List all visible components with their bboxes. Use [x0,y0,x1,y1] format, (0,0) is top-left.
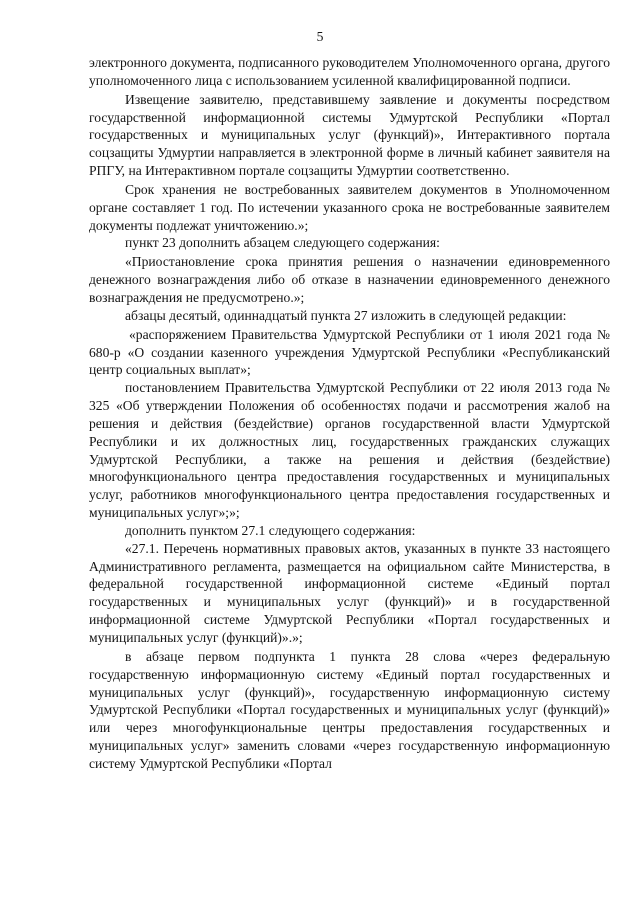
paragraph-continuation: электронного документа, подписанного руководителем Уполномоченного органа, другого уполномоченного лица с использованием усиленной квалифицированной подписи. [89,55,610,88]
paragraph-suspension: «Приостановление срока принятия решения о назначении единовременного денежного вознаграждения либо об отказе в назначении единовременного денежного вознаграждения не предусмотрено.»; [89,254,610,305]
paragraph-order-680: «распоряжением Правительства Удмуртской Республики от 1 июля 2021 года № 680-р «О создании казенного учреждения Удмуртской Республики «Республиканский центр социальных выплат»; [89,326,610,378]
paragraph-decree-325: постановлением Правительства Удмуртской Республики от 22 июля 2013 года № 325 «Об утверждении Положения об особенностях подачи и рассмотрения жалоб на решения и действия (бездействие) органов государственной власти Удмуртской Республики и их должностных лиц, государственных гражданских служащих Удмуртской Республики, а также на решения и действия (бездействие) многофункционального центра предоставления государственных и муниципальных услуг, работников многофункционального центра предоставления государственных и муниципальных услуг»;»; [89,380,610,521]
paragraph-notification: Извещение заявителю, представившему заявление и документы посредством государственной информационной системы Удмуртской Республики «Портал государственных и муниципальных услуг (функций)», Интерактивного портала соцзащиты Удмуртии направляется в электронной форме в личный кабинет заявителя на РПГУ, на Интерактивном портале соцзащиты Удмуртии соответственно. [89,91,610,179]
paragraph-item-27-1-text: «27.1. Перечень нормативных правовых актов, указанных в пункте 33 настоящего Административного регламента, размещается на официальном сайте Министерства, в федеральной государственной информационной системе «Единый портал государственных и муниципальных услуг (функций)» и в государственной информационной системе Удмуртской Республики «Портал государственных и муниципальных услуг (функций)».»; [89,540,610,645]
paragraph-storage-period: Срок хранения не востребованных заявителем документов в Уполномоченном органе составляет 1 год. По истечении указанного срока не востребованные заявителем документы подлежат уничтожению.»; [89,181,610,233]
paragraph-item-28: в абзаце первом подпункта 1 пункта 28 слова «через федеральную государственную информационную систему «Единый портал государственных и муниципальных услуг (функций)», государственную информационную систему Удмуртской Республики «Портал государственных и муниципальных услуг (функций)» или через многофункциональные центры предоставления государственных и муниципальных услуг» заменить словами «через государственную информационную систему Удмуртской Республики «Портал [89,648,610,771]
paragraph-item-27-edit: абзацы десятый, одиннадцатый пункта 27 изложить в следующей редакции: [125,307,567,323]
paragraph-item-23: пункт 23 дополнить абзацем следующего содержания: [125,235,440,251]
document-body [89,54,610,773]
paragraph-item-27-1-add: дополнить пунктом 27.1 следующего содержания: [125,522,416,538]
page-number: 5 [316,29,324,44]
